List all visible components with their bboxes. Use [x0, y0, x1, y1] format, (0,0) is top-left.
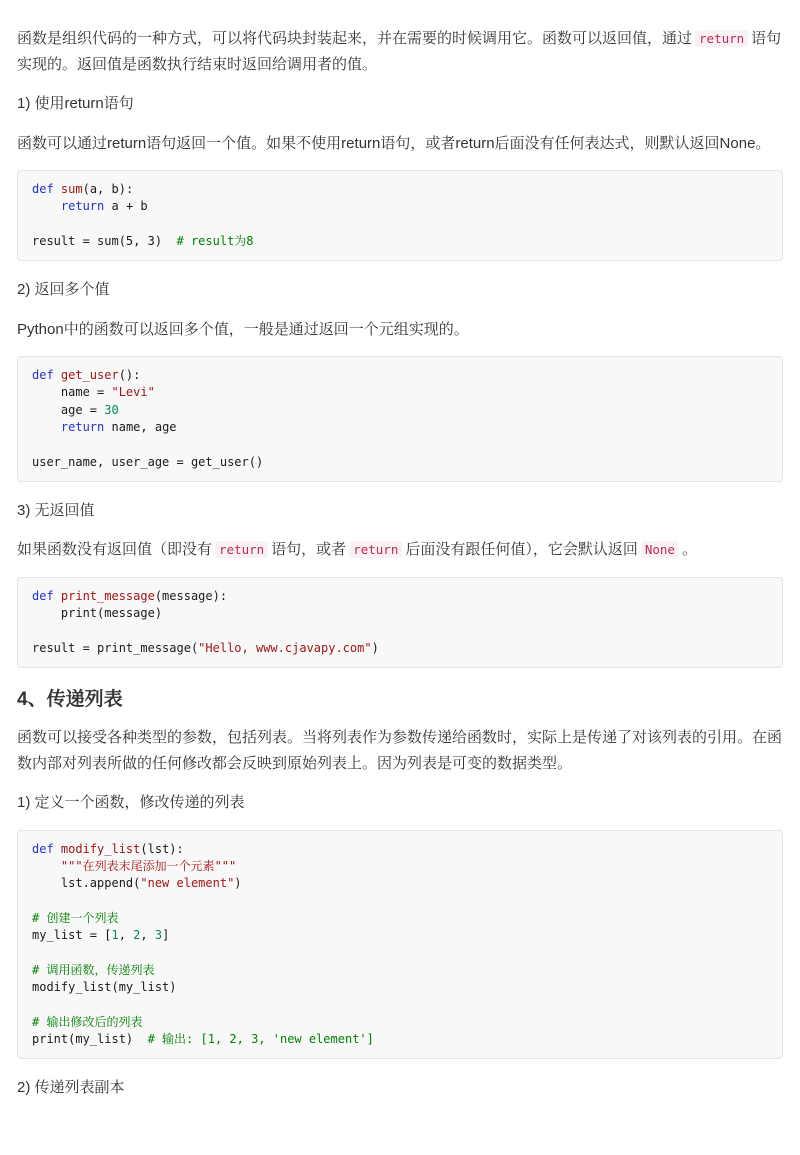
inline-code-return: return: [695, 30, 748, 47]
section-3-label: 3) 无返回值: [17, 501, 95, 519]
inline-code-return: return: [349, 541, 402, 558]
section-3-text-4: 。: [681, 541, 697, 559]
code-block-sum: def sum(a, b): return a + b result = sum(5, 3) # result为8: [17, 170, 783, 261]
section-3-text-2: 语句，或者: [271, 541, 347, 559]
section-3-text-3: 后面没有跟任何值），它会默认返回: [405, 541, 638, 559]
section-2-desc: Python中的函数可以返回多个值，一般是通过返回一个元组实现的。: [17, 320, 469, 338]
inline-code-return: return: [215, 541, 268, 558]
inline-code-none: None: [641, 541, 679, 558]
section-4-desc: 函数可以接受各种类型的参数，包括列表。当将列表作为参数传递给函数时，实际上是传递了对该列表的引用。在函数内部对列表所做的任何修改都会反映到原始列表上。因为列表是可变的数据类型。: [17, 729, 783, 772]
intro-text-2: 语句实现的。返回值是函数执行结束时返回给调用者的值。: [17, 30, 782, 73]
code-block-modify-list: def modify_list(lst): """在列表末尾添加一个元素""" lst.append("new element") # 创建一个列表 my_list = [1, 2, 3] # 调用函数，传递列表 modify_list(my_list) # 输出修改后的列表 print(my_list) # 输出: [1, 2, 3, 'new element']: [17, 830, 783, 1060]
section-3-text-1: 如果函数没有返回值（即没有: [17, 541, 213, 559]
section-3-desc: [17, 537, 783, 563]
section-1-desc: 函数可以通过return语句返回一个值。如果不使用return语句，或者return后面没有任何表达式，则默认返回None。: [17, 134, 771, 152]
heading-pass-list: 4、传递列表: [17, 689, 123, 711]
section-1-label: 1) 使用return语句: [17, 95, 134, 112]
section-2-label: 2) 返回多个值: [17, 281, 110, 299]
intro-paragraph: [17, 26, 783, 77]
section-4-2-label: 2) 传递列表副本: [17, 1079, 125, 1097]
code-block-print-message: def print_message(message): print(message) result = print_message("Hello, www.cjavapy.com"): [17, 577, 783, 668]
section-4-1-label: 1) 定义一个函数，修改传递的列表: [17, 794, 245, 812]
intro-text-1: 函数是组织代码的一种方式，可以将代码块封装起来，并在需要的时候调用它。函数可以返回值，通过: [17, 30, 693, 47]
code-block-get-user: def get_user(): name = "Levi" age = 30 return name, age user_name, user_age = get_user(): [17, 356, 783, 482]
